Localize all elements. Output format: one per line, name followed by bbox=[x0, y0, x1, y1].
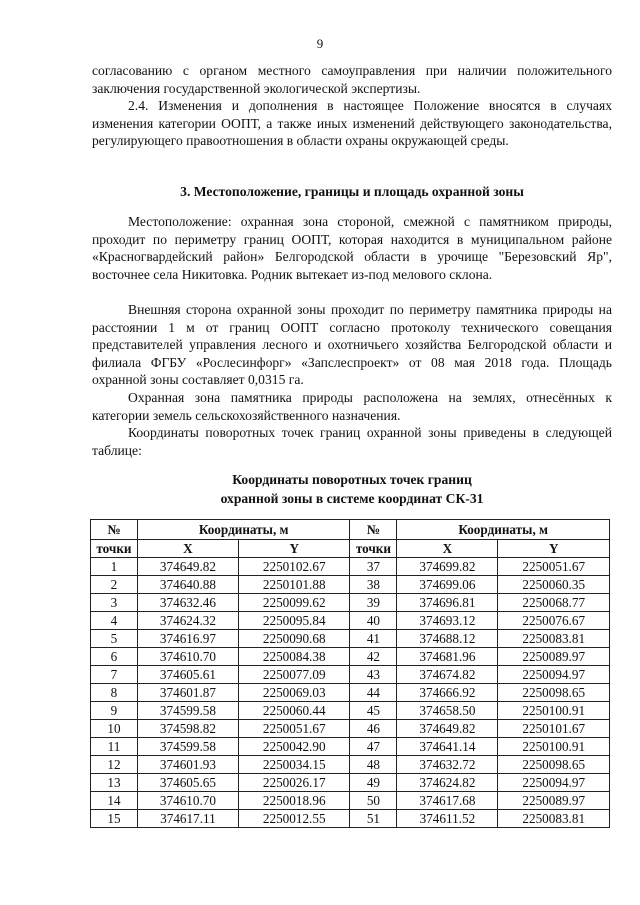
table-row bbox=[91, 774, 610, 792]
header-x-left: X bbox=[137, 540, 238, 558]
point-number-cell: 51 bbox=[350, 810, 397, 828]
table-row bbox=[91, 630, 610, 648]
x-coordinate-cell: 374649.82 bbox=[137, 558, 238, 576]
y-coordinate-cell: 2250076.67 bbox=[498, 612, 610, 630]
table-title-line-2: охранной зоны в системе координат СК-31 bbox=[220, 491, 484, 506]
x-coordinate-cell: 374598.82 bbox=[137, 720, 238, 738]
point-number-cell: 39 bbox=[350, 594, 397, 612]
table-row bbox=[91, 666, 610, 684]
y-coordinate-cell: 2250089.97 bbox=[498, 792, 610, 810]
point-number-cell: 37 bbox=[350, 558, 397, 576]
paragraph-coordinates-intro: Координаты поворотных точек границ охранной зоны приведены в следующей таблице: bbox=[92, 425, 612, 458]
x-coordinate-cell: 374674.82 bbox=[397, 666, 498, 684]
x-coordinate-cell: 374699.82 bbox=[397, 558, 498, 576]
header-coords-left: Координаты, м bbox=[137, 520, 350, 540]
section-heading: 3. Местоположение, границы и площадь охранной зоны bbox=[180, 184, 524, 199]
y-coordinate-cell: 2250094.97 bbox=[498, 774, 610, 792]
table-title bbox=[92, 470, 612, 508]
y-coordinate-cell: 2250042.90 bbox=[238, 738, 350, 756]
point-number-cell: 41 bbox=[350, 630, 397, 648]
point-number-cell: 1 bbox=[91, 558, 138, 576]
x-coordinate-cell: 374624.32 bbox=[137, 612, 238, 630]
x-coordinate-cell: 374599.58 bbox=[137, 702, 238, 720]
x-coordinate-cell: 374693.12 bbox=[397, 612, 498, 630]
y-coordinate-cell: 2250083.81 bbox=[498, 630, 610, 648]
point-number-cell: 40 bbox=[350, 612, 397, 630]
y-coordinate-cell: 2250060.44 bbox=[238, 702, 350, 720]
x-coordinate-cell: 374605.65 bbox=[137, 774, 238, 792]
table-row bbox=[91, 738, 610, 756]
paragraph-outer-boundary: Внешняя сторона охранной зоны проходит по периметру памятника природы на расстоянии 1 м от границ ООПТ согласно протоколу технического совещания представителей управления лесного и охотничьего хозяйства Белгородской области и филиала ФГБУ «Рослесинфорг» «Запслеспроект» от 08 мая 2018 года. Площадь охранной зоны составляет 0,0315 га. bbox=[92, 302, 612, 388]
point-number-cell: 43 bbox=[350, 666, 397, 684]
y-coordinate-cell: 2250084.38 bbox=[238, 648, 350, 666]
paragraph-land-category: Охранная зона памятника природы расположена на землях, отнесённых к категории земель сельскохозяйственного назначения. bbox=[92, 390, 612, 423]
x-coordinate-cell: 374640.88 bbox=[137, 576, 238, 594]
x-coordinate-cell: 374681.96 bbox=[397, 648, 498, 666]
y-coordinate-cell: 2250099.62 bbox=[238, 594, 350, 612]
table-row bbox=[91, 612, 610, 630]
x-coordinate-cell: 374601.87 bbox=[137, 684, 238, 702]
header-no-right: № bbox=[350, 520, 397, 540]
x-coordinate-cell: 374611.52 bbox=[397, 810, 498, 828]
paragraph-continuation: согласованию с органом местного самоуправления при наличии положительного заключения государственной экологической экспертизы. bbox=[92, 63, 612, 96]
point-number-cell: 14 bbox=[91, 792, 138, 810]
point-number-cell: 46 bbox=[350, 720, 397, 738]
header-point-left: точки bbox=[91, 540, 138, 558]
x-coordinate-cell: 374599.58 bbox=[137, 738, 238, 756]
x-coordinate-cell: 374610.70 bbox=[137, 648, 238, 666]
header-y-right: Y bbox=[498, 540, 610, 558]
table-row bbox=[91, 684, 610, 702]
y-coordinate-cell: 2250012.55 bbox=[238, 810, 350, 828]
x-coordinate-cell: 374632.46 bbox=[137, 594, 238, 612]
point-number-cell: 49 bbox=[350, 774, 397, 792]
y-coordinate-cell: 2250018.96 bbox=[238, 792, 350, 810]
point-number-cell: 11 bbox=[91, 738, 138, 756]
y-coordinate-cell: 2250060.35 bbox=[498, 576, 610, 594]
point-number-cell: 50 bbox=[350, 792, 397, 810]
y-coordinate-cell: 2250034.15 bbox=[238, 756, 350, 774]
x-coordinate-cell: 374617.68 bbox=[397, 792, 498, 810]
header-y-left: Y bbox=[238, 540, 350, 558]
point-number-cell: 8 bbox=[91, 684, 138, 702]
point-number-cell: 15 bbox=[91, 810, 138, 828]
y-coordinate-cell: 2250100.91 bbox=[498, 738, 610, 756]
point-number-cell: 3 bbox=[91, 594, 138, 612]
point-number-cell: 13 bbox=[91, 774, 138, 792]
x-coordinate-cell: 374688.12 bbox=[397, 630, 498, 648]
header-point-right: точки bbox=[350, 540, 397, 558]
y-coordinate-cell: 2250077.09 bbox=[238, 666, 350, 684]
x-coordinate-cell: 374641.14 bbox=[397, 738, 498, 756]
point-number-cell: 48 bbox=[350, 756, 397, 774]
y-coordinate-cell: 2250090.68 bbox=[238, 630, 350, 648]
x-coordinate-cell: 374699.06 bbox=[397, 576, 498, 594]
point-number-cell: 45 bbox=[350, 702, 397, 720]
table-title-line-1: Координаты поворотных точек границ bbox=[232, 472, 472, 487]
x-coordinate-cell: 374658.50 bbox=[397, 702, 498, 720]
x-coordinate-cell: 374666.92 bbox=[397, 684, 498, 702]
header-x-right: X bbox=[397, 540, 498, 558]
table-row bbox=[91, 594, 610, 612]
y-coordinate-cell: 2250100.91 bbox=[498, 702, 610, 720]
y-coordinate-cell: 2250051.67 bbox=[238, 720, 350, 738]
y-coordinate-cell: 2250083.81 bbox=[498, 810, 610, 828]
y-coordinate-cell: 2250051.67 bbox=[498, 558, 610, 576]
coordinates-table bbox=[90, 519, 610, 828]
x-coordinate-cell: 374605.61 bbox=[137, 666, 238, 684]
header-no-left: № bbox=[91, 520, 138, 540]
y-coordinate-cell: 2250102.67 bbox=[238, 558, 350, 576]
header-coords-right: Координаты, м bbox=[397, 520, 610, 540]
x-coordinate-cell: 374624.82 bbox=[397, 774, 498, 792]
paragraph-2-4: 2.4. Изменения и дополнения в настоящее Положение вносятся в случаях изменения категории ООПТ, а также иных изменений действующего законодательства, регулирующего правоотношения в области охраны окружающей среды. bbox=[92, 98, 612, 149]
x-coordinate-cell: 374649.82 bbox=[397, 720, 498, 738]
table-row bbox=[91, 720, 610, 738]
point-number-cell: 44 bbox=[350, 684, 397, 702]
point-number-cell: 4 bbox=[91, 612, 138, 630]
point-number-cell: 12 bbox=[91, 756, 138, 774]
x-coordinate-cell: 374696.81 bbox=[397, 594, 498, 612]
page-number: 9 bbox=[316, 36, 324, 51]
y-coordinate-cell: 2250098.65 bbox=[498, 756, 610, 774]
point-number-cell: 9 bbox=[91, 702, 138, 720]
point-number-cell: 7 bbox=[91, 666, 138, 684]
y-coordinate-cell: 2250095.84 bbox=[238, 612, 350, 630]
table-row bbox=[91, 576, 610, 594]
point-number-cell: 6 bbox=[91, 648, 138, 666]
point-number-cell: 38 bbox=[350, 576, 397, 594]
point-number-cell: 5 bbox=[91, 630, 138, 648]
y-coordinate-cell: 2250101.67 bbox=[498, 720, 610, 738]
point-number-cell: 42 bbox=[350, 648, 397, 666]
x-coordinate-cell: 374610.70 bbox=[137, 792, 238, 810]
y-coordinate-cell: 2250026.17 bbox=[238, 774, 350, 792]
y-coordinate-cell: 2250094.97 bbox=[498, 666, 610, 684]
x-coordinate-cell: 374632.72 bbox=[397, 756, 498, 774]
table-row bbox=[91, 756, 610, 774]
point-number-cell: 2 bbox=[91, 576, 138, 594]
point-number-cell: 10 bbox=[91, 720, 138, 738]
table-row bbox=[91, 648, 610, 666]
paragraph-location: Местоположение: охранная зона стороной, смежной с памятником природы, проходит по периметру границ ООПТ, которая находится в муниципальном районе «Красногвардейский район» Белгородской области в урочище "Березовский Яр", восточнее села Никитовка. Родник вытекает из-под мелового склона. bbox=[92, 214, 612, 282]
y-coordinate-cell: 2250069.03 bbox=[238, 684, 350, 702]
y-coordinate-cell: 2250098.65 bbox=[498, 684, 610, 702]
table-row bbox=[91, 792, 610, 810]
table-row bbox=[91, 558, 610, 576]
table-row bbox=[91, 810, 610, 828]
x-coordinate-cell: 374616.97 bbox=[137, 630, 238, 648]
y-coordinate-cell: 2250089.97 bbox=[498, 648, 610, 666]
y-coordinate-cell: 2250068.77 bbox=[498, 594, 610, 612]
x-coordinate-cell: 374601.93 bbox=[137, 756, 238, 774]
y-coordinate-cell: 2250101.88 bbox=[238, 576, 350, 594]
point-number-cell: 47 bbox=[350, 738, 397, 756]
x-coordinate-cell: 374617.11 bbox=[137, 810, 238, 828]
table-row bbox=[91, 702, 610, 720]
